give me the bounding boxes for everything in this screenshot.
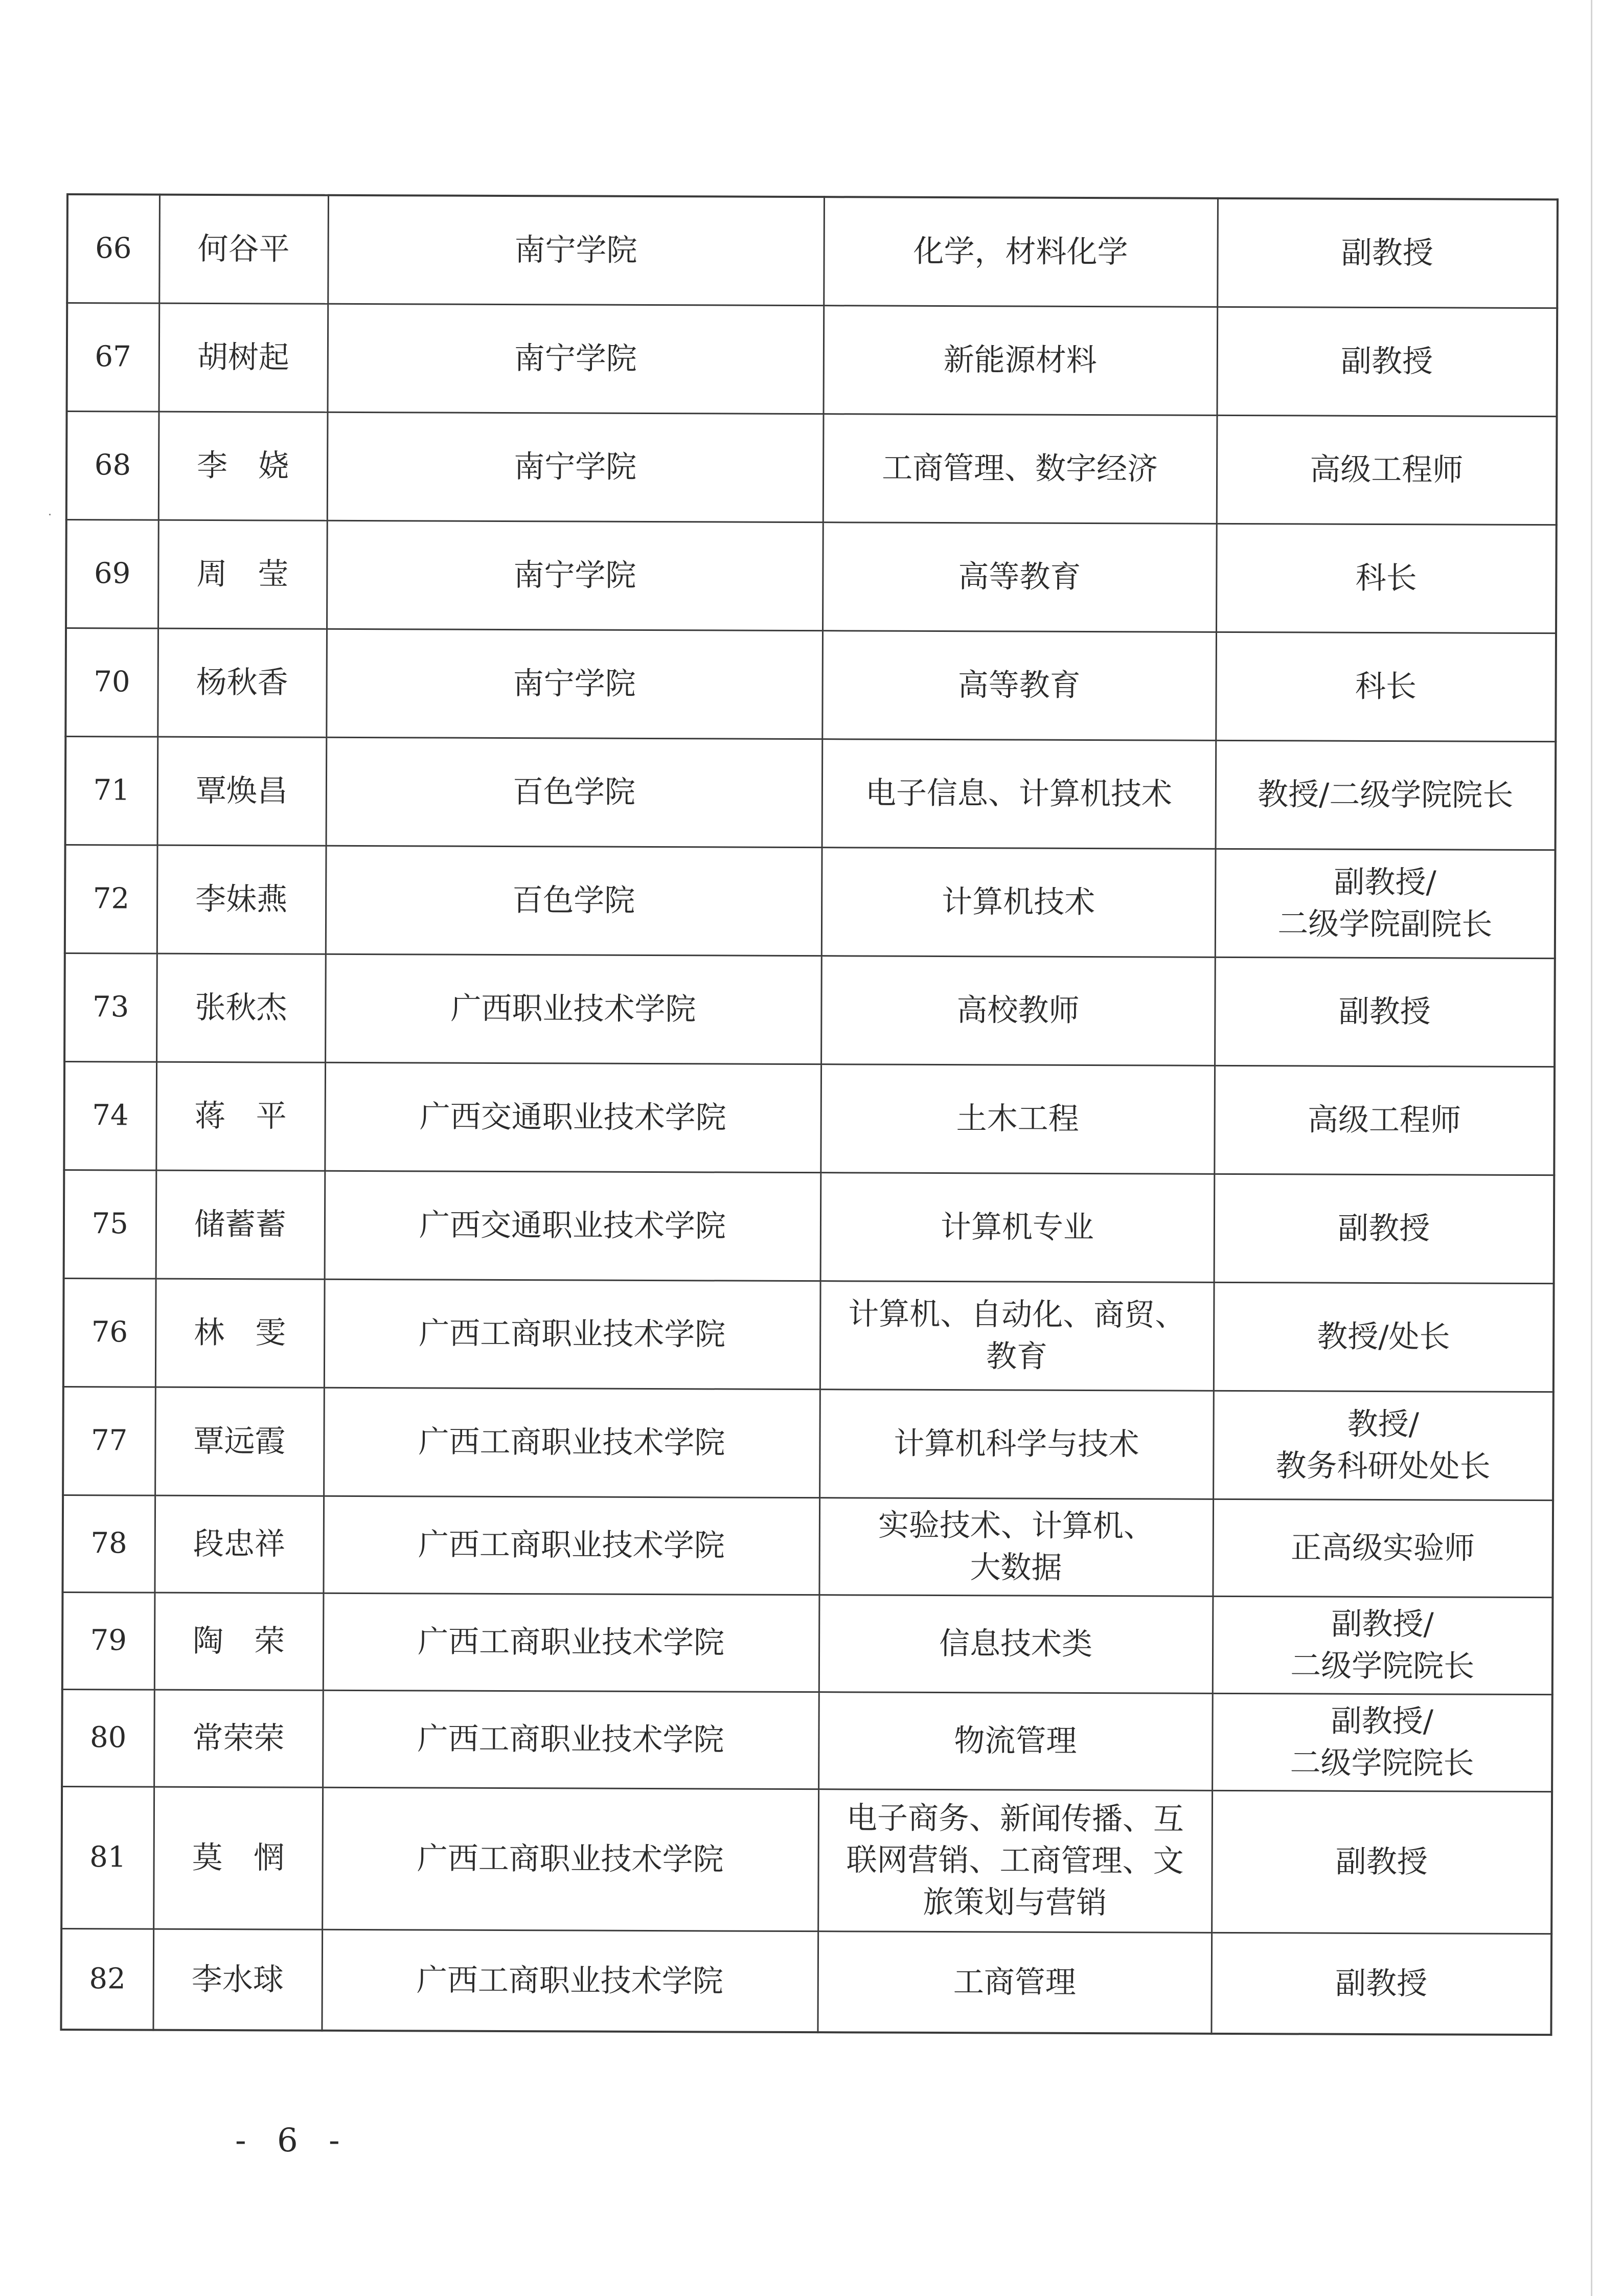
row-number: 81 <box>61 1786 154 1929</box>
organization: 南宁学院 <box>327 412 824 522</box>
specialty <box>822 739 1216 849</box>
table-row <box>66 411 1557 525</box>
specialty <box>819 1595 1213 1693</box>
organization: 广西工商职业技术学院 <box>322 1929 818 2032</box>
specialty-line: 化学，材料化学 <box>913 234 1128 270</box>
specialty-line: 物流管理 <box>954 1723 1077 1759</box>
position-title <box>1215 849 1556 958</box>
specialty-line: 计算机、自动化、商贸、 <box>848 1296 1186 1333</box>
position-title-line: 教授/二级学院院长 <box>1257 777 1514 813</box>
person-name: 胡树起 <box>159 303 328 412</box>
position-title <box>1213 1499 1553 1597</box>
person-name: 覃焕昌 <box>157 737 327 846</box>
row-number: 68 <box>66 411 159 520</box>
specialty <box>820 1281 1214 1391</box>
table-body <box>61 194 1558 2035</box>
table-row <box>66 519 1557 633</box>
position-title-line: 副教授 <box>1341 235 1433 271</box>
specialty <box>821 956 1215 1065</box>
person-name: 陶 荣 <box>154 1593 324 1690</box>
table-row <box>63 1386 1554 1500</box>
position-title <box>1213 1391 1554 1500</box>
organization: 广西职业技术学院 <box>325 954 821 1064</box>
table-row <box>67 303 1558 416</box>
position-title-line: 副教授 <box>1338 993 1431 1030</box>
position-title-line: 二级学院院长 <box>1290 1745 1474 1782</box>
specialty <box>819 1497 1213 1596</box>
organization: 百色学院 <box>326 846 822 956</box>
position-title-line: 副教授/ <box>1331 1606 1434 1643</box>
table-row <box>64 1061 1555 1175</box>
position-title-line: 教授/ <box>1347 1406 1420 1443</box>
row-number: 79 <box>62 1592 155 1690</box>
organization: 广西工商职业技术学院 <box>323 1593 819 1692</box>
table-row <box>62 1495 1553 1597</box>
specialty-line: 实验技术、计算机、 <box>878 1507 1155 1544</box>
specialty <box>820 1172 1215 1282</box>
organization: 广西交通职业技术学院 <box>325 1062 821 1172</box>
position-title <box>1217 415 1557 525</box>
person-name: 储蓄蓄 <box>156 1170 325 1279</box>
table-row <box>62 1592 1553 1694</box>
position-title-line: 科长 <box>1355 668 1417 705</box>
specialty-line: 旅策划与营销 <box>923 1884 1107 1921</box>
table-row <box>63 1278 1554 1392</box>
specialty-line: 计算机科学与技术 <box>894 1425 1139 1463</box>
table-row <box>62 1689 1552 1791</box>
organization: 南宁学院 <box>327 520 823 630</box>
specialty-line: 土木工程 <box>956 1101 1079 1137</box>
position-title <box>1214 1174 1555 1283</box>
position-title <box>1216 740 1556 850</box>
specialty-line: 工商管理 <box>953 1964 1076 2001</box>
organization: 广西工商职业技术学院 <box>323 1690 819 1789</box>
position-title-line: 副教授 <box>1335 1965 1428 2002</box>
scan-edge-mark <box>1591 0 1592 2296</box>
specialty-line: 大数据 <box>970 1550 1062 1586</box>
row-number: 80 <box>62 1689 154 1787</box>
row-number: 71 <box>65 736 158 845</box>
organization: 广西交通职业技术学院 <box>325 1171 821 1281</box>
row-number: 66 <box>67 194 159 303</box>
position-title <box>1215 957 1555 1066</box>
specialty <box>818 1789 1212 1933</box>
person-name: 李 娆 <box>158 412 328 520</box>
row-number: 76 <box>63 1278 156 1387</box>
organization: 南宁学院 <box>326 629 823 739</box>
table-row <box>61 1928 1551 2035</box>
person-name: 覃远霞 <box>155 1387 324 1496</box>
organization: 南宁学院 <box>328 304 824 414</box>
specialty-line: 计算机专业 <box>940 1209 1094 1246</box>
position-title-line: 教授/处长 <box>1317 1319 1450 1355</box>
position-title <box>1217 307 1557 416</box>
person-name: 张秋杰 <box>156 953 326 1062</box>
person-name: 何谷平 <box>159 195 328 304</box>
specialty <box>824 197 1218 307</box>
position-title <box>1214 1282 1554 1392</box>
specialty <box>822 630 1216 740</box>
table-row <box>65 628 1556 741</box>
person-name: 林 雯 <box>155 1279 325 1388</box>
specialty-line: 电子信息、计算机技术 <box>865 775 1173 812</box>
specialty-line: 高等教育 <box>958 559 1081 595</box>
position-title <box>1217 198 1558 308</box>
row-number: 82 <box>61 1928 153 2030</box>
position-title <box>1216 524 1557 633</box>
specialty-line: 高校教师 <box>956 992 1080 1029</box>
specialty-line: 电子商务、新闻传播、互 <box>846 1800 1184 1837</box>
row-number: 74 <box>64 1061 156 1170</box>
row-number: 77 <box>63 1386 155 1495</box>
specialty-line: 新能源材料 <box>943 342 1097 379</box>
position-title <box>1212 1790 1552 1934</box>
specialty <box>818 1692 1213 1790</box>
position-title-line: 副教授 <box>1338 1210 1430 1247</box>
organization: 南宁学院 <box>328 195 824 305</box>
specialty <box>823 414 1217 524</box>
position-title-line: 副教授/ <box>1334 864 1436 901</box>
row-number: 73 <box>64 953 157 1062</box>
scan-speck <box>49 514 51 515</box>
row-number: 72 <box>65 845 157 953</box>
organization: 广西工商职业技术学院 <box>322 1787 818 1931</box>
row-number: 67 <box>67 303 159 412</box>
specialty <box>817 1931 1212 2034</box>
position-title <box>1211 1933 1551 2035</box>
position-title-line: 高级工程师 <box>1307 1102 1461 1139</box>
specialty <box>823 522 1217 632</box>
person-name: 李水球 <box>153 1929 322 2031</box>
person-name: 常荣荣 <box>154 1690 323 1787</box>
position-title-line: 副教授 <box>1335 1844 1428 1880</box>
specialty-line: 信息技术类 <box>939 1625 1093 1663</box>
position-title-line: 二级学院院长 <box>1290 1648 1475 1685</box>
specialty-line: 计算机技术 <box>942 883 1095 921</box>
organization: 广西工商职业技术学院 <box>324 1388 820 1497</box>
specialty <box>824 305 1218 415</box>
table-row <box>64 1170 1555 1283</box>
position-title <box>1213 1596 1553 1694</box>
person-name: 李妹燕 <box>157 845 326 954</box>
specialty <box>821 847 1216 957</box>
row-number: 78 <box>62 1495 155 1593</box>
table-row <box>67 194 1558 308</box>
row-number: 69 <box>66 519 158 628</box>
person-name: 莫 惘 <box>153 1787 323 1929</box>
specialty-line: 联网营销、工商管理、文 <box>846 1842 1184 1879</box>
position-title-line: 高级工程师 <box>1310 451 1464 488</box>
specialty <box>820 1064 1215 1174</box>
table-row <box>61 1786 1552 1934</box>
position-title-line: 二级学院副院长 <box>1277 906 1493 943</box>
person-name: 段忠祥 <box>154 1495 324 1593</box>
position-title-line: 副教授/ <box>1331 1703 1434 1740</box>
organization: 广西工商职业技术学院 <box>324 1279 820 1389</box>
position-title <box>1216 632 1556 741</box>
table-row <box>64 953 1555 1066</box>
organization: 百色学院 <box>326 737 823 847</box>
row-number: 70 <box>65 628 158 737</box>
position-title-line: 科长 <box>1355 560 1417 597</box>
position-title <box>1214 1065 1555 1175</box>
person-name: 杨秋香 <box>157 628 327 737</box>
organization: 广西工商职业技术学院 <box>323 1496 819 1595</box>
expert-list-table <box>60 193 1559 2036</box>
position-title-line: 正高级实验师 <box>1290 1530 1475 1566</box>
table-row <box>65 845 1556 958</box>
page-number: - 6 - <box>235 2122 350 2159</box>
row-number: 75 <box>64 1170 156 1279</box>
table-row <box>65 736 1556 850</box>
specialty-line: 高等教育 <box>957 667 1081 703</box>
specialty-line: 工商管理、数字经济 <box>882 450 1158 487</box>
position-title-line: 副教授 <box>1340 343 1433 380</box>
specialty-line: 教育 <box>986 1338 1048 1375</box>
position-title-line: 教务科研处处长 <box>1275 1448 1491 1485</box>
position-title <box>1212 1693 1552 1791</box>
person-name: 周 莹 <box>158 520 327 629</box>
specialty <box>819 1389 1214 1499</box>
person-name: 蒋 平 <box>156 1062 325 1171</box>
